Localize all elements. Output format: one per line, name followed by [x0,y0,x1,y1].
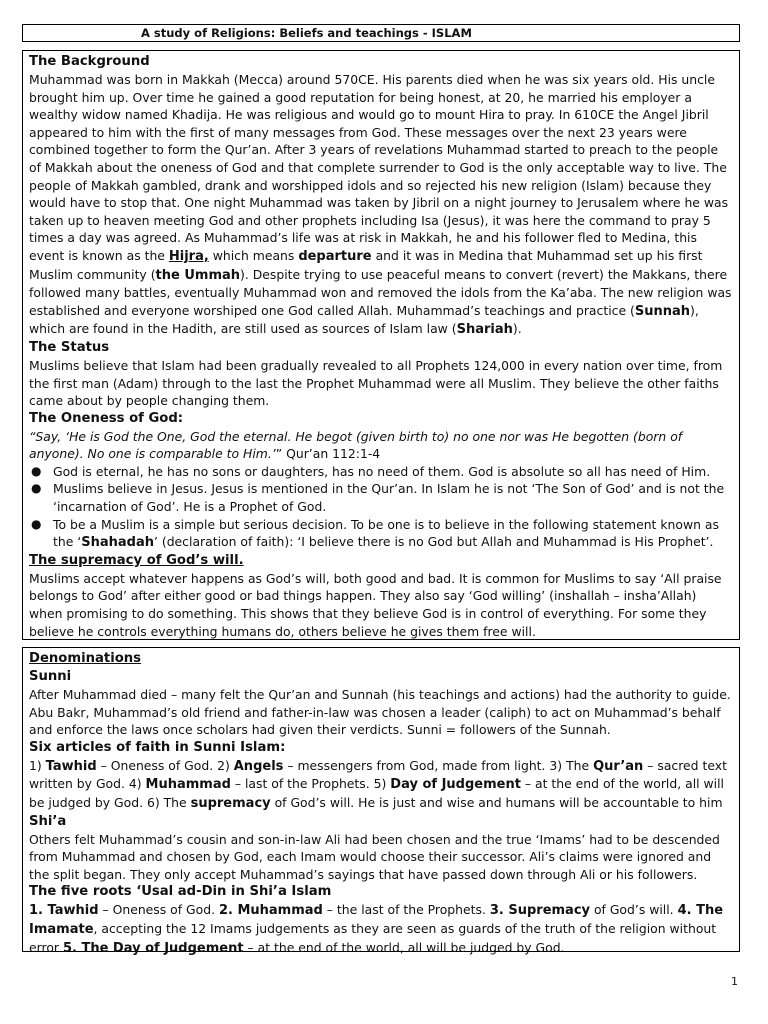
term-sunnah: Sunnah [634,303,690,319]
list-item [29,516,733,552]
root-tawhid: 1. Tawhid [29,903,99,919]
quote-reference: ” Qur’an 112:1-4 [275,446,381,462]
quran-quote [29,428,733,463]
root-day-of-judgement: 5. The Day of Judgement [62,940,244,956]
bullet-icon: ● [31,463,42,478]
bullet-text: ’ (declaration of faith): ‘I believe there is no God but Allah and Muhammad is His Prophet’. [153,534,714,550]
term-shariah: Shariah [456,322,513,338]
six-articles-paragraph [29,757,733,813]
background-text-1: Muhammad was born in Makkah (Mecca) around 570CE. His parents died when he was six years old. His uncle brought him up. Over time he gained a good reputation for being honest, at 20, he married his employer a wealthy widow named Khadija. He was religious and would go to mount Hira to pray. In 610CE the Angel Jibril appeared to him with the first of many messages from God. These messages over the next 23 years were combined together to form the Qur’an. After 3 years of revelations Muhammad started to preach to the people of Makkah about the oneness of God and that complete surrender to God is the only acceptable way to live. The people of Makkah gambled, drank and worshipped idols and so rejected his new religion (Islam) because they would have to stop that. One night Muhammad was taken by Jibril on a night journey to Jerusalem where he was taken up to heaven meeting God and other prophets including Isa (Jesus), it was here the command to pray 5 times a day was agreed. As Muhammad’s life was at risk in Makkah, he and his follower fled to Medina, this event is known as the [29,72,729,263]
sunni-heading: Sunni [29,669,72,684]
oneness-bullet-list [29,463,733,552]
bullet-text: Muslims believe in Jesus. Jesus is mentioned in the Qur’an. In Islam he is not ‘The Son of God’ and is not the ‘incarnation of God’. He is a Prophet of God. [53,481,725,515]
six-articles-heading: Six articles of faith in Sunni Islam: [29,739,286,755]
page-number: 1 [731,975,738,988]
status-paragraph: Muslims believe that Islam had been gradually revealed to all Prophets 124,000 in every nation over time, from the first man (Adam) through to the last the Prophet Muhammad were all Muslim. They believe the other faiths came about by people changing them. [29,357,723,409]
oneness-heading: The Oneness of God: [29,410,184,426]
term-muhammad: Muhammad [145,777,231,793]
bullet-icon: ● [31,516,42,531]
text-run: – the last of the Prophets. [322,902,490,918]
text-run: – at the end of the world, all will be judged by God. [243,939,565,955]
background-paragraph [29,71,733,339]
background-text-4: ). Despite trying to use peaceful means to convert (revert) the Makkans, there followed many battles, eventually Muhammad won and removed the idols from the Ka’aba. The new religion was established and everyone worshiped one God called Allah. Muhammad’s teachings and practice ( [29,266,732,318]
beliefs-section [22,50,740,640]
status-heading: The Status [29,339,110,355]
term-ummah: the Ummah [155,267,241,283]
list-item [29,480,733,515]
sunni-paragraph: After Muhammad died – many felt the Qur’an and Sunnah (his teachings and actions) had the authority to guide. Abu Bakr, Muhammad’s old friend and father-in-law was chosen a leader (caliph) to act on Muhammad’s behalf and enforce the laws once scholars had given their verdicts. Sunni = followers of the Sunnah. [29,687,731,738]
root-imamate: 4. The Imamate [29,903,724,937]
shia-paragraph: Others felt Muhammad’s cousin and son-in-law Ali had been chosen and the true ‘Imams’ had to be descended from Muhammad and chosen by God, each Imam would choose their successor. Ali’s claims were ignored and the split began. They only accept Muhammad’s sayings that have passed down through Ali or his followers. [29,831,720,882]
text-run: – Oneness of God. [98,902,219,918]
term-tawhid: Tawhid [45,758,97,774]
background-heading: The Background [29,54,150,69]
text-run: , accepting the 12 Imams judgements as they are seen as guards of the truth of the religion without error [29,920,717,955]
background-text-2: which means [208,247,299,263]
term-day-of-judgement: Day of Judgement [390,777,521,793]
text-run: 1) [29,757,46,773]
list-item [29,463,733,481]
background-text-3: and it was in Medina that Muhammad set up his first Muslim community ( [29,247,703,282]
term-quran: Qur’an [593,758,644,774]
denominations-section [22,647,740,956]
term-supremacy: supremacy [190,795,271,811]
denominations-heading: Denominations [29,651,142,666]
term-departure: departure [298,248,372,264]
text-run: of God’s will. [590,902,678,918]
bullet-icon: ● [31,481,42,496]
five-roots-heading: The five roots ‘Usal ad-Din in Shi’a Islam [29,884,332,900]
text-run: – Oneness of God. 2) [96,757,234,773]
bullet-text: God is eternal, he has no sons or daughters, has no need of them. God is absolute so all has need of Him. [53,463,711,479]
term-angels: Angels [233,758,284,774]
term-hijra: Hijra, [168,248,209,264]
background-text-5: ), which are found in the Hadith, are still used as sources of Islam law ( [29,302,699,337]
title-text: A study of Religions: Beliefs and teachings - ISLAM [141,26,472,40]
text-run: – sacred text written by God. 4) [29,757,727,792]
background-text-6: ). [512,321,522,337]
bullet-text: To be a Muslim is a simple but serious decision. To be one is to believe in the following statement known as the ‘ [53,516,719,550]
text-run: – messengers from God, made from light. 3) The [283,757,594,773]
term-shahadah: Shahadah [81,535,154,551]
quote-text: “Say, ‘He is God the One, God the eternal. He begot (given birth to) no one nor was He begotten (born of anyone). No one is comparable to Him.’ [29,428,683,462]
text-run: – at the end of the world, all will be judged by God. 6) The [29,776,724,810]
text-run: – last of the Prophets. 5) [230,776,391,792]
root-muhammad: 2. Muhammad [218,903,323,919]
five-roots-paragraph [29,901,733,957]
root-supremacy: 3. Supremacy [489,903,591,919]
supremacy-heading: The supremacy of God’s will. [29,552,244,568]
text-run: of God’s will. He is just and wise and humans will be accountable to him [270,794,723,810]
supremacy-paragraph: Muslims accept whatever happens as God’s will, both good and bad. It is common for Muslims to say ‘All praise belongs to God’ after either good or bad things happen. They also say ‘God willing’ (inshallah – insha’Allah) when promising to do something. This shows that they believe God is in control of everything. For some they believe he controls everything humans do, others believe he gives them free will. [29,570,722,639]
document-title [22,24,740,42]
shia-heading: Shi’a [29,813,67,829]
